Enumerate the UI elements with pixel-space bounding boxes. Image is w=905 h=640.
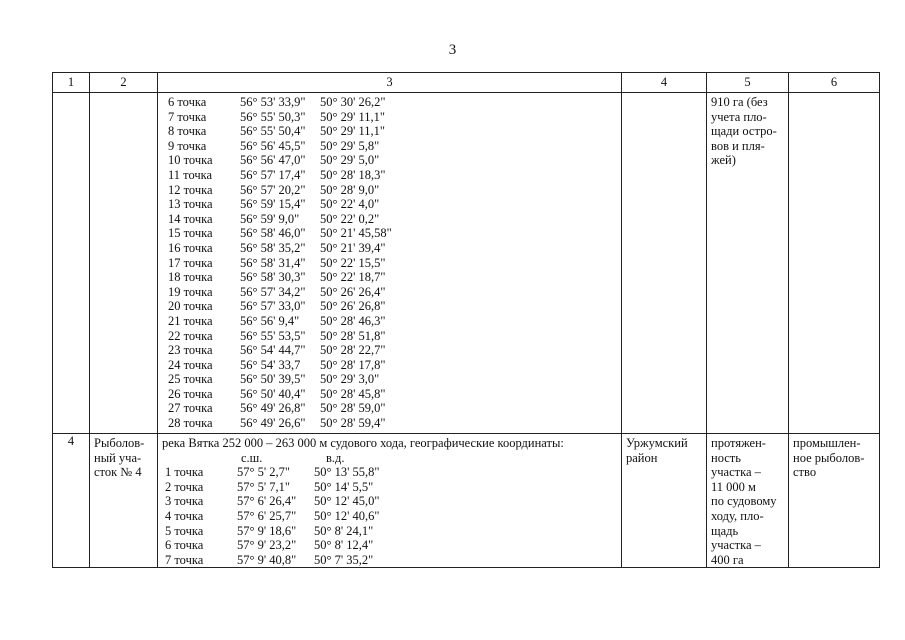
latitude-value: 56° 56' 9,4"	[240, 313, 300, 328]
point-label: 21 точка	[168, 313, 213, 328]
longitude-value: 50° 30' 26,2"	[320, 95, 386, 109]
longitude-value: 50° 28' 59,4"	[320, 416, 386, 431]
point-label: 9 точка	[168, 138, 207, 153]
point-label: 27 точка	[168, 401, 213, 416]
purpose-text	[793, 434, 875, 480]
point-label: 6 точка	[165, 538, 204, 553]
text-line: жей)	[711, 153, 736, 168]
text-line: ство	[793, 465, 817, 480]
point-row	[168, 197, 617, 212]
point-label: 10 точка	[168, 153, 213, 168]
latitude-value: 57° 9' 40,8"	[237, 552, 297, 567]
text-line: ность	[711, 450, 741, 465]
latitude-value: 57° 5' 7,1"	[237, 479, 290, 494]
coordinates-table	[52, 72, 880, 568]
cell-purpose	[789, 93, 880, 434]
text-line: щади остро-	[711, 124, 777, 139]
longitude-value: 50° 14' 5,5"	[314, 479, 374, 494]
point-row	[168, 401, 617, 416]
point-label: 6 точка	[168, 95, 207, 109]
point-row	[168, 329, 617, 344]
longitude-value: 50° 28' 59,0"	[320, 401, 386, 416]
latitude-value: 56° 58' 31,4"	[240, 255, 306, 270]
point-row	[168, 226, 617, 241]
longitude-value: 50° 28' 9,0"	[320, 182, 380, 197]
table-row	[53, 93, 880, 434]
latitude-value: 57° 6' 25,7"	[237, 508, 297, 523]
point-row	[165, 465, 617, 480]
point-label: 22 точка	[168, 328, 213, 343]
longitude-value: 50° 28' 18,3"	[320, 167, 386, 182]
latitude-value: 56° 57' 20,2"	[240, 182, 306, 197]
point-row	[168, 387, 617, 402]
point-row	[168, 183, 617, 198]
length-text	[711, 434, 784, 567]
point-row	[165, 524, 617, 539]
point-row	[168, 314, 617, 329]
point-row	[168, 270, 617, 285]
lat-label: с.ш.	[241, 450, 263, 465]
longitude-value: 50° 28' 46,3"	[320, 313, 386, 328]
point-label: 25 точка	[168, 372, 213, 387]
text-line: 11 000 м	[711, 479, 756, 494]
latitude-value: 56° 59' 9,0"	[240, 211, 300, 226]
point-row	[165, 538, 617, 553]
column-header: 1	[53, 73, 90, 93]
latitude-value: 56° 56' 45,5"	[240, 138, 306, 153]
longitude-value: 50° 29' 11,1"	[320, 124, 386, 139]
latitude-value: 56° 58' 30,3"	[240, 270, 306, 285]
point-label: 12 точка	[168, 182, 213, 197]
point-label: 8 точка	[168, 124, 207, 139]
point-row	[168, 285, 617, 300]
latitude-value: 56° 58' 46,0"	[240, 226, 306, 241]
text-line: сток № 4	[94, 465, 142, 480]
point-label: 11 точка	[168, 167, 213, 182]
longitude-value: 50° 22' 18,7"	[320, 270, 386, 285]
point-label: 3 точка	[165, 494, 204, 509]
longitude-value: 50° 26' 26,8"	[320, 299, 386, 314]
latitude-value: 57° 9' 18,6"	[237, 523, 297, 538]
table-row	[53, 434, 880, 568]
point-label: 26 точка	[168, 386, 213, 401]
point-list	[162, 465, 617, 567]
point-label: 14 точка	[168, 211, 213, 226]
latitude-value: 56° 59' 15,4"	[240, 197, 306, 212]
longitude-value: 50° 28' 45,8"	[320, 386, 386, 401]
table-header-row	[53, 73, 880, 93]
latitude-value: 56° 49' 26,8"	[240, 401, 306, 416]
cell-district	[622, 434, 707, 568]
text-line: по судовому	[711, 494, 777, 509]
text-line: Рыболов-	[94, 436, 145, 450]
point-row	[168, 124, 617, 139]
latitude-value: 56° 53' 33,9"	[240, 95, 306, 109]
longitude-value: 50° 29' 5,8"	[320, 138, 380, 153]
page-number: 3	[448, 42, 457, 58]
point-label: 28 точка	[168, 416, 213, 431]
text-line: ный уча-	[94, 450, 142, 465]
point-label: 2 точка	[165, 479, 204, 494]
lon-label: в.д.	[326, 450, 345, 465]
text-line: участка –	[711, 538, 761, 553]
point-label: 13 точка	[168, 197, 213, 212]
text-line: промышлен-	[793, 436, 861, 450]
latitude-value: 56° 55' 53,5"	[240, 328, 306, 343]
point-row	[165, 509, 617, 524]
point-label: 16 точка	[168, 240, 213, 255]
cell-area	[707, 434, 789, 568]
point-label: 7 точка	[168, 109, 207, 124]
point-label: 18 точка	[168, 270, 213, 285]
point-label: 5 точка	[165, 523, 204, 538]
column-header: 5	[707, 73, 789, 93]
cell-purpose	[789, 434, 880, 568]
cell-coordinates	[158, 434, 622, 568]
latitude-value: 56° 54' 33,7	[240, 357, 301, 372]
longitude-value: 50° 29' 5,0"	[320, 153, 380, 168]
text-line: учета пло-	[711, 109, 767, 124]
point-label: 20 точка	[168, 299, 213, 314]
latitude-value: 56° 50' 39,5"	[240, 372, 306, 387]
longitude-value: 50° 8' 24,1"	[314, 523, 374, 538]
column-header: 3	[158, 73, 622, 93]
longitude-value: 50° 22' 4,0"	[320, 197, 380, 212]
text-line: протяжен-	[711, 436, 766, 450]
latitude-value: 56° 56' 47,0"	[240, 153, 306, 168]
latitude-value: 56° 55' 50,3"	[240, 109, 306, 124]
text-line: Уржумский	[626, 436, 688, 450]
point-row	[168, 241, 617, 256]
point-list	[162, 93, 617, 431]
point-row	[165, 480, 617, 495]
site-name	[94, 434, 153, 480]
longitude-value: 50° 28' 22,7"	[320, 343, 386, 358]
latitude-value: 56° 57' 33,0"	[240, 299, 306, 314]
cell-number	[53, 93, 90, 434]
district-text	[626, 434, 702, 465]
column-header: 6	[789, 73, 880, 93]
longitude-value: 50° 29' 11,1"	[320, 109, 386, 124]
point-row	[168, 358, 617, 373]
latitude-value: 56° 57' 34,2"	[240, 284, 306, 299]
column-header: 4	[622, 73, 707, 93]
point-label: 1 точка	[165, 465, 204, 480]
point-row	[168, 416, 617, 431]
cell-district	[622, 93, 707, 434]
latitude-value: 56° 54' 44,7"	[240, 343, 306, 358]
longitude-value: 50° 13' 55,8"	[314, 465, 380, 480]
point-row	[168, 212, 617, 227]
text-line: 400 га	[711, 552, 744, 567]
cell-name	[90, 434, 158, 568]
point-row	[168, 110, 617, 125]
longitude-value: 50° 21' 39,4"	[320, 240, 386, 255]
longitude-value: 50° 12' 45,0"	[314, 494, 380, 509]
point-row	[165, 494, 617, 509]
point-row	[165, 553, 617, 568]
text-line: район	[626, 450, 658, 465]
cell-coordinates	[158, 93, 622, 434]
point-label: 4 точка	[165, 508, 204, 523]
latitude-value: 56° 49' 26,6"	[240, 416, 306, 431]
point-label: 24 точка	[168, 357, 213, 372]
longitude-value: 50° 28' 17,8"	[320, 357, 386, 372]
longitude-value: 50° 21' 45,58"	[320, 226, 392, 241]
point-row	[168, 256, 617, 271]
point-row	[168, 343, 617, 358]
longitude-value: 50° 22' 15,5"	[320, 255, 386, 270]
cell-area	[707, 93, 789, 434]
longitude-value: 50° 8' 12,4"	[314, 538, 374, 553]
longitude-value: 50° 7' 35,2"	[314, 552, 374, 567]
longitude-value: 50° 22' 0,2"	[320, 211, 380, 226]
point-row	[168, 372, 617, 387]
text-line: ходу, пло-	[711, 508, 764, 523]
cell-number: 4	[53, 434, 90, 568]
latitude-value: 57° 6' 26,4"	[237, 494, 297, 509]
longitude-value: 50° 28' 51,8"	[320, 328, 386, 343]
text-line: ное рыболов-	[793, 450, 865, 465]
column-header: 2	[90, 73, 158, 93]
longitude-value: 50° 26' 26,4"	[320, 284, 386, 299]
river-heading: река Вятка 252 000 – 263 000 м судового хода, географические координаты:	[162, 436, 564, 450]
point-row	[168, 168, 617, 183]
latitude-value: 57° 5' 2,7"	[237, 465, 290, 480]
coordinate-labels	[162, 451, 617, 466]
latitude-value: 56° 58' 35,2"	[240, 240, 306, 255]
point-label: 15 точка	[168, 226, 213, 241]
point-row	[168, 299, 617, 314]
latitude-value: 56° 50' 40,4"	[240, 386, 306, 401]
cell-name	[90, 93, 158, 434]
latitude-value: 57° 9' 23,2"	[237, 538, 297, 553]
text-line: вов и пля-	[711, 138, 765, 153]
area-text	[711, 93, 784, 168]
latitude-value: 56° 55' 50,4"	[240, 124, 306, 139]
point-row	[168, 95, 617, 110]
point-row	[168, 153, 617, 168]
text-line: участка –	[711, 465, 761, 480]
longitude-value: 50° 12' 40,6"	[314, 508, 380, 523]
latitude-value: 56° 57' 17,4"	[240, 167, 306, 182]
point-label: 23 точка	[168, 343, 213, 358]
point-label: 19 точка	[168, 284, 213, 299]
point-label: 17 точка	[168, 255, 213, 270]
text-line: 910 га (без	[711, 95, 768, 109]
longitude-value: 50° 29' 3,0"	[320, 372, 380, 387]
point-label: 7 точка	[165, 552, 204, 567]
point-row	[168, 139, 617, 154]
text-line: щадь	[711, 523, 739, 538]
